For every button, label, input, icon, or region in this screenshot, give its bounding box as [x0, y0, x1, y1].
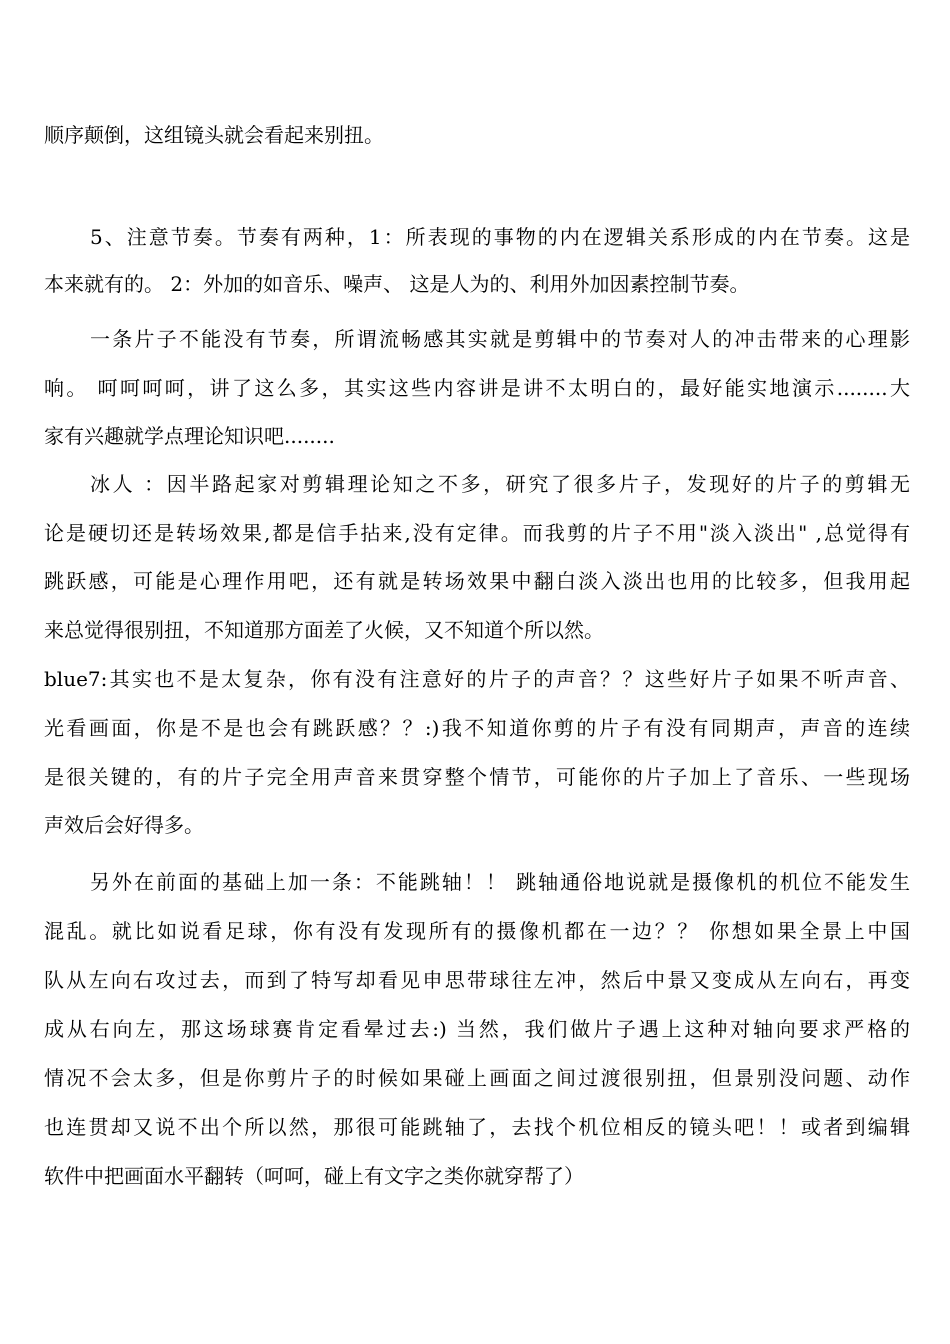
- text-line: 软件中把画面水平翻转（呵呵，碰上有文字之类你就穿帮了）: [44, 1164, 584, 1188]
- text-line: 家有兴趣就学点理论知识吧........: [44, 424, 335, 448]
- text-line: 成从右向左，那这场球赛肯定看晕过去:) 当然，我们做片子遇上这种对轴向要求严格的: [44, 1017, 910, 1041]
- text-line: 也连贯却又说不出个所以然，那很可能跳轴了，去找个机位相反的镜头吧！！或者到编辑: [44, 1115, 910, 1139]
- text-line: blue7:其实也不是太复杂，你有没有注意好的片子的声音？？这些好片子如果不听声音、: [44, 667, 910, 691]
- text-line: 来总觉得很别扭，不知道那方面差了火候，又不知道个所以然。: [44, 618, 604, 642]
- text-line: 一条片子不能没有节奏，所谓流畅感其实就是剪辑中的节奏对人的冲击带来的心理影: [90, 327, 910, 351]
- text-line: 另外在前面的基础上加一条：不能跳轴！！ 跳轴通俗地说就是摄像机的机位不能发生: [90, 870, 910, 894]
- text-line: 顺序颠倒，这组镜头就会看起来别扭。: [44, 123, 384, 147]
- text-line: 响。 呵呵呵呵，讲了这么多，其实这些内容讲是讲不太明白的，最好能实地演示........大: [44, 376, 910, 400]
- text-line: 混乱。就比如说看足球，你有没有发现所有的摄像机都在一边？？ 你想如果全景上中国: [44, 919, 910, 943]
- text-line: 跳跃感，可能是心理作用吧，还有就是转场效果中翻白淡入淡出也用的比较多，但我用起: [44, 569, 910, 593]
- text-line: 5、注意节奏。节奏有两种，1：所表现的事物的内在逻辑关系形成的内在节奏。这是: [90, 225, 910, 249]
- text-line: 队从左向右攻过去，而到了特写却看见申思带球往左冲，然后中景又变成从左向右，再变: [44, 968, 910, 992]
- text-line: 光看画面，你是不是也会有跳跃感？？:)我不知道你剪的片子有没有同期声，声音的连续: [44, 716, 910, 740]
- text-line: 论是硬切还是转场效果,都是信手拈来,没有定律。而我剪的片子不用"淡入淡出" ,总觉得有: [44, 521, 910, 545]
- text-line: 冰人 ：因半路起家对剪辑理论知之不多，研究了很多片子，发现好的片子的剪辑无: [90, 472, 910, 496]
- text-line: 是很关键的，有的片子完全用声音来贯穿整个情节，可能你的片子加上了音乐、一些现场: [44, 765, 910, 789]
- text-line: 本来就有的。 2：外加的如音乐、噪声、 这是人为的、利用外加因素控制节奏。: [44, 272, 750, 296]
- text-line: 情况不会太多，但是你剪片子的时候如果碰上画面之间过渡很别扭，但景别没问题、动作: [44, 1066, 910, 1090]
- text-line: 声效后会好得多。: [44, 813, 204, 837]
